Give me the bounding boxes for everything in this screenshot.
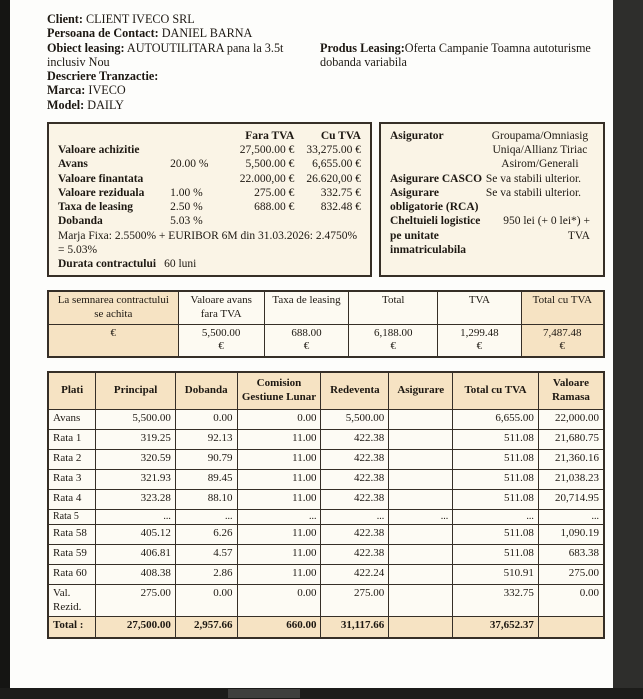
column-header: Total cu TVA — [521, 291, 604, 324]
schedule-table — [47, 371, 605, 639]
table-row — [48, 409, 604, 429]
table-cell: 275.00 — [538, 565, 604, 585]
table-cell: 323.28 — [96, 489, 176, 509]
row-value-fara — [219, 214, 295, 228]
brand-label: Marca: — [47, 83, 86, 98]
table-cell: 511.08 — [453, 469, 539, 489]
table-cell: 406.81 — [96, 545, 176, 565]
column-header: La semnarea contractului se achita — [48, 291, 178, 324]
table-cell — [264, 324, 349, 357]
logistics-value-line1: 950 lei (+ 0 lei*) + — [503, 215, 590, 228]
table-cell: 4.57 — [175, 545, 237, 565]
rca-label: Asigurare obligatorie (RCA) — [390, 186, 479, 214]
row-label: Valoare reziduala — [58, 186, 145, 199]
table-row — [48, 565, 604, 585]
table-cell: 319.25 — [96, 429, 176, 449]
table-cell: 1,090.19 — [538, 525, 604, 545]
table-cell — [389, 449, 453, 469]
table-cell: 88.10 — [175, 489, 237, 509]
column-header: Valoare Ramasa — [538, 372, 604, 409]
table-cell — [178, 324, 264, 357]
row-value-fara: 275.00 € — [254, 186, 295, 199]
table-cell — [521, 324, 604, 357]
table-cell: 27,500.00 — [96, 617, 176, 638]
table-cell: 11.00 — [237, 489, 321, 509]
logistics-value-line2: TVA — [567, 229, 590, 242]
object-product-row — [47, 41, 605, 70]
table-row-ellipsis — [48, 509, 604, 525]
document-header — [47, 12, 605, 112]
object-value: AUTOUTILITARA pana la 3.5t inclusiv Nou — [47, 40, 284, 69]
table-cell: 92.13 — [175, 429, 237, 449]
row-value-cu — [294, 214, 361, 228]
table-cell — [389, 617, 453, 638]
table-header-row — [48, 291, 604, 324]
table-cell: 511.08 — [453, 545, 539, 565]
row-percent: 1.00 % — [170, 186, 203, 199]
row-value-cu: 33,275.00 € — [306, 144, 361, 157]
row-value-fara: 22.000,00 € — [239, 172, 295, 185]
table-cell: 422.38 — [321, 525, 389, 545]
row-percent — [170, 143, 218, 157]
table-cell: 422.38 — [321, 449, 389, 469]
row-value-cu: 26.620,00 € — [306, 172, 361, 185]
table-cell: 511.08 — [453, 449, 539, 469]
amount: 6,188.00 — [373, 326, 413, 339]
row-percent: 5.03 % — [170, 215, 203, 228]
table-cell: 21,680.75 — [538, 429, 604, 449]
spacer — [170, 129, 218, 143]
amount: 688.00 — [291, 326, 322, 339]
table-cell: 321.93 — [96, 469, 176, 489]
table-cell: 21,038.23 — [538, 469, 604, 489]
scrollbar-thumb[interactable] — [228, 689, 300, 698]
currency-symbol: € — [218, 340, 224, 353]
table-cell: 21,360.16 — [538, 449, 604, 469]
table-cell: 89.45 — [175, 469, 237, 489]
casco-value: Se va stabili ulterior. — [485, 172, 582, 185]
row-label: Avans — [58, 158, 88, 171]
row-label: Valoare achizitie — [58, 144, 140, 157]
currency-symbol: € — [476, 340, 483, 353]
client-line — [47, 12, 605, 26]
column-header: Dobanda — [175, 372, 237, 409]
table-row — [48, 469, 604, 489]
table-cell: 320.59 — [96, 449, 176, 469]
table-cell: ... — [453, 509, 539, 525]
row-value-cu: 6,655.00 € — [312, 158, 361, 171]
row-percent — [170, 172, 218, 186]
left-edge-bar — [0, 0, 10, 699]
brand-value: IVECO — [88, 83, 126, 98]
table-cell: 2.86 — [175, 565, 237, 585]
client-label: Client: — [47, 12, 83, 26]
table-cell: 11.00 — [237, 469, 321, 489]
column-header: Plati — [48, 372, 96, 409]
row-label: Rata 1 — [48, 429, 96, 449]
row-value-fara: 27,500.00 € — [239, 144, 295, 157]
table-cell: 6.26 — [175, 525, 237, 545]
table-cell — [349, 324, 438, 357]
column-header: Principal — [96, 372, 176, 409]
right-edge-bar — [613, 0, 643, 699]
row-value-cu: 832.48 € — [320, 201, 361, 214]
table-cell: 275.00 — [321, 585, 389, 617]
durata-row — [58, 257, 361, 271]
row-label: Valoare finantata — [58, 172, 144, 185]
column-header-cu-tva: Cu TVA — [320, 130, 361, 143]
marja-fixa-note: Marja Fixa: 2.5500% + EURIBOR 6M din 31.03.2026: 2.4750% = 5.03% — [58, 229, 358, 256]
column-header: Asigurare — [389, 372, 453, 409]
total-row — [48, 617, 604, 638]
table-cell: 5,500.00 — [96, 409, 176, 429]
table-cell: 6,655.00 — [453, 409, 539, 429]
table-row — [48, 585, 604, 617]
casco-label: Asigurare CASCO — [390, 172, 483, 185]
table-cell — [389, 469, 453, 489]
table-cell: 31,117.66 — [321, 617, 389, 638]
table-cell: 422.38 — [321, 429, 389, 449]
asigurator-line: Asirom/Generali — [501, 158, 579, 171]
table-cell: 20,714.95 — [538, 489, 604, 509]
product-leasing — [320, 41, 605, 70]
row-value-cu: 332.75 € — [320, 186, 361, 199]
asigurator-label: Asigurator — [390, 130, 444, 143]
horizontal-scrollbar[interactable] — [0, 688, 643, 699]
currency-symbol: € — [559, 340, 566, 353]
table-cell: ... — [389, 509, 453, 525]
table-cell: 37,652.37 — [453, 617, 539, 638]
table-cell: 0.00 — [175, 585, 237, 617]
payment-summary-table — [47, 290, 605, 358]
table-cell: 11.00 — [237, 429, 321, 449]
row-label: Avans — [48, 409, 96, 429]
table-cell: 0.00 — [538, 585, 604, 617]
table-cell: ... — [175, 509, 237, 525]
document-page — [10, 0, 613, 688]
row-label: Taxa de leasing — [58, 201, 133, 214]
financial-summary-box — [47, 122, 372, 277]
table-header-row — [48, 372, 604, 409]
table-cell: 660.00 — [237, 617, 321, 638]
column-header: TVA — [438, 291, 521, 324]
row-value-fara: 688.00 € — [254, 201, 295, 214]
financial-summary-grid — [58, 129, 361, 271]
brand-line — [47, 83, 605, 97]
table-cell — [389, 429, 453, 449]
table-cell — [389, 565, 453, 585]
transaction-label: Descriere Tranzactie: — [47, 69, 159, 84]
table-cell: 511.08 — [453, 525, 539, 545]
column-header: Valoare avans fara TVA — [178, 291, 264, 324]
table-cell: 22,000.00 — [538, 409, 604, 429]
table-cell — [389, 585, 453, 617]
row-label: Rata 5 — [48, 509, 96, 525]
model-value: DAILY — [87, 97, 124, 112]
table-row — [48, 429, 604, 449]
table-cell: 0.00 — [237, 409, 321, 429]
logistics-value — [486, 214, 594, 257]
table-cell: 275.00 — [96, 585, 176, 617]
product-label: Produs Leasing: — [320, 40, 405, 55]
model-label: Model: — [47, 97, 85, 112]
summary-boxes — [47, 122, 605, 277]
table-cell: 11.00 — [237, 545, 321, 565]
durata-label: Durata contractului — [58, 257, 157, 270]
table-cell: ... — [538, 509, 604, 525]
row-label: Val. Rezid. — [48, 585, 96, 617]
table-cell: ... — [237, 509, 321, 525]
row-label: Rata 3 — [48, 469, 96, 489]
table-cell — [389, 409, 453, 429]
currency-symbol: € — [303, 340, 310, 353]
table-cell: 511.08 — [453, 489, 539, 509]
table-cell: 408.38 — [96, 565, 176, 585]
insurer-grid — [390, 129, 594, 257]
row-label: Rata 59 — [48, 545, 96, 565]
total-label: Total : — [48, 617, 96, 638]
transaction-line — [47, 69, 605, 83]
insurer-box — [379, 122, 605, 277]
table-cell: 5,500.00 — [321, 409, 389, 429]
table-row — [48, 489, 604, 509]
row-value-fara: 5,500.00 € — [245, 158, 295, 171]
table-cell: 422.38 — [321, 469, 389, 489]
column-header: Redeventa — [321, 372, 389, 409]
table-cell — [438, 324, 521, 357]
model-line — [47, 98, 605, 112]
table-cell: 511.08 — [453, 429, 539, 449]
table-cell: 0.00 — [237, 585, 321, 617]
asigurator-line: Uniqa/Allianz Tiriac — [492, 144, 588, 157]
leasing-offer-document — [47, 12, 605, 639]
table-row — [48, 545, 604, 565]
table-cell: 422.38 — [321, 545, 389, 565]
column-header-fara-tva: Fara TVA — [245, 130, 295, 143]
currency-symbol: € — [390, 340, 396, 353]
product-value: Oferta Campanie Toamna autoturisme dobanda variabila — [320, 40, 591, 69]
table-cell — [538, 617, 604, 638]
client-value: CLIENT IVECO SRL — [85, 12, 195, 26]
row-label: Dobanda — [58, 215, 103, 228]
row-percent: 20.00 % — [170, 158, 209, 171]
table-cell — [389, 525, 453, 545]
amount: 5,500.00 — [201, 326, 241, 339]
column-header: Comision Gestiune Lunar — [237, 372, 321, 409]
rca-value: Se va stabili ulterior. — [485, 186, 582, 199]
column-header: Total cu TVA — [453, 372, 539, 409]
table-cell: 90.79 — [175, 449, 237, 469]
asigurator-value — [486, 129, 594, 172]
table-cell: ... — [321, 509, 389, 525]
table-cell: € — [48, 324, 178, 357]
table-row — [48, 525, 604, 545]
column-header: Total — [349, 291, 438, 324]
contact-label: Persoana de Contact: — [47, 26, 159, 41]
table-cell: 683.38 — [538, 545, 604, 565]
row-label: Rata 2 — [48, 449, 96, 469]
durata-value: 60 luni — [164, 257, 197, 270]
table-row — [48, 449, 604, 469]
object-leasing — [47, 41, 320, 70]
row-label: Rata 60 — [48, 565, 96, 585]
row-label: Rata 4 — [48, 489, 96, 509]
row-percent: 2.50 % — [170, 201, 203, 214]
table-cell: 405.12 — [96, 525, 176, 545]
column-header: Taxa de leasing — [264, 291, 349, 324]
table-cell: 332.75 — [453, 585, 539, 617]
table-cell: 422.24 — [321, 565, 389, 585]
table-cell: ... — [96, 509, 176, 525]
table-cell: 0.00 — [175, 409, 237, 429]
table-cell: 510.91 — [453, 565, 539, 585]
table-cell: 11.00 — [237, 565, 321, 585]
contact-line — [47, 26, 605, 40]
table-cell: 422.38 — [321, 489, 389, 509]
table-cell: 11.00 — [237, 525, 321, 545]
logistics-label: Cheltuieli logistice pe unitate inmatriculabila — [390, 215, 481, 256]
table-cell: 11.00 — [237, 449, 321, 469]
table-cell: 2,957.66 — [175, 617, 237, 638]
contact-value: DANIEL BARNA — [161, 26, 253, 41]
object-label: Obiect leasing: — [47, 40, 125, 55]
asigurator-line: Groupama/Omniasig — [491, 130, 589, 143]
table-cell — [389, 545, 453, 565]
table-row — [48, 324, 604, 357]
amount: 1,299.48 — [460, 326, 499, 339]
spacer — [58, 129, 170, 143]
amount: 7,487.48 — [543, 326, 582, 339]
row-label: Rata 58 — [48, 525, 96, 545]
table-cell — [389, 489, 453, 509]
